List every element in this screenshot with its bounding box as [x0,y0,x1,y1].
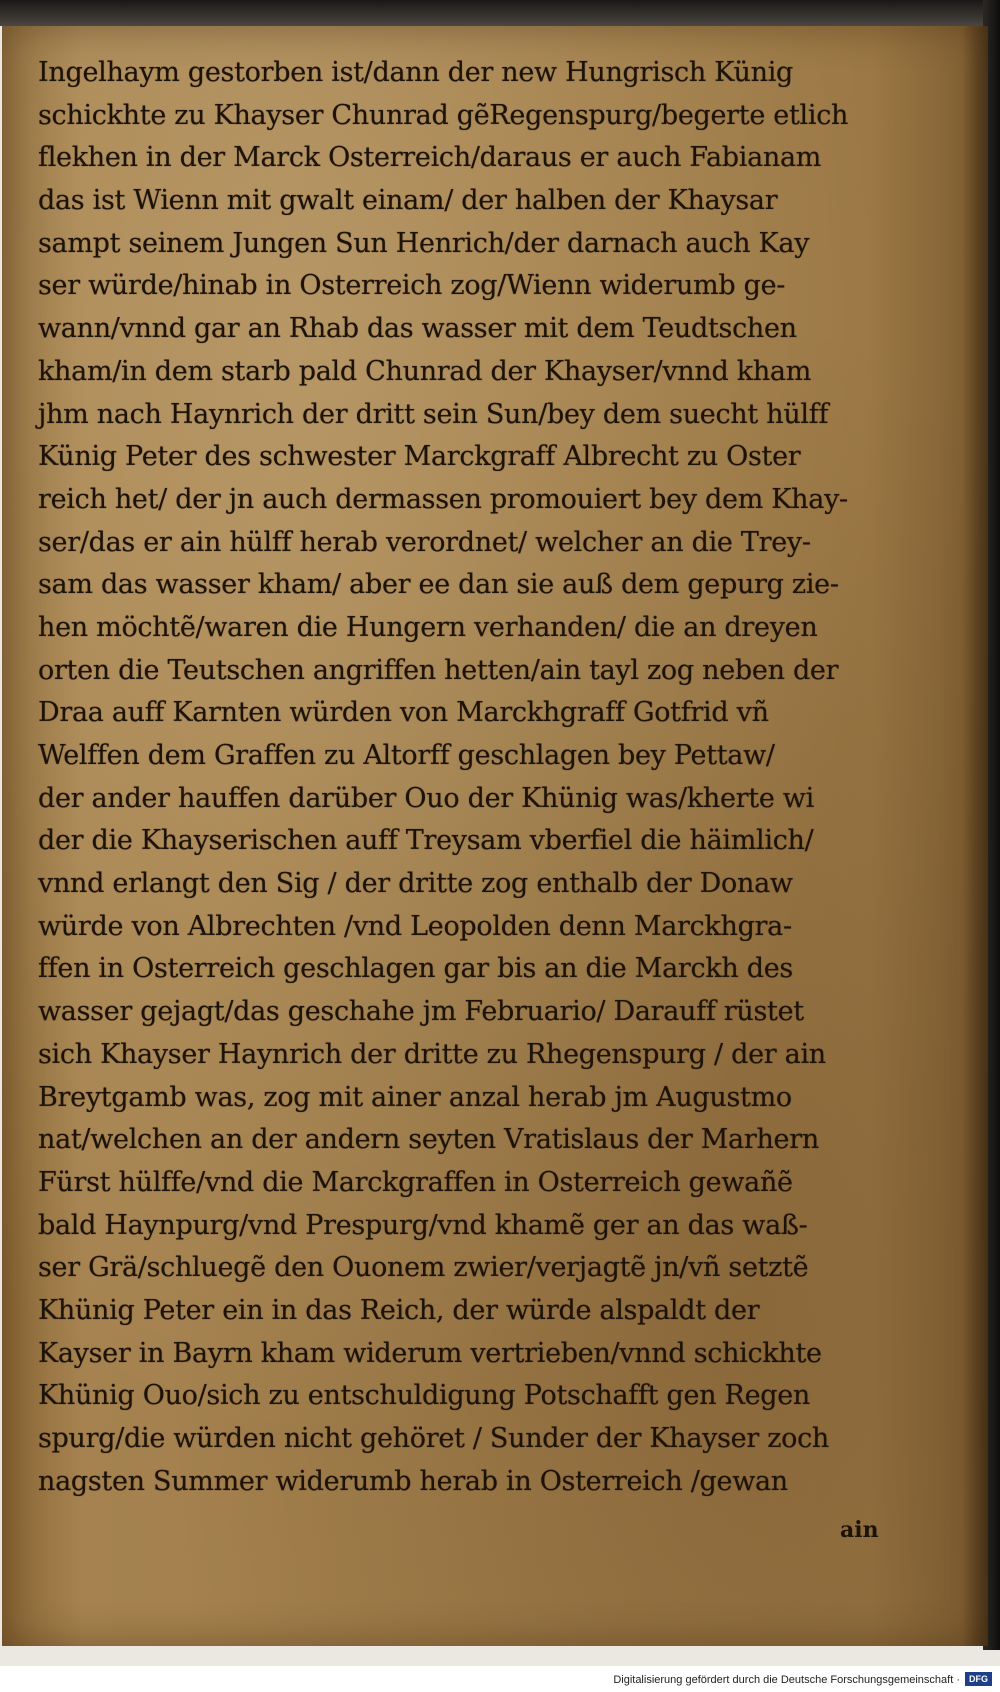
text-line: bald Haynpurg/vnd Prespurg/vnd khamẽ ger an das waß- [38,1209,808,1241]
text-line: sampt seinem Jungen Sun Henrich/der darnach auch Kay [38,227,810,259]
text-line: Welffen dem Graffen zu Altorff geschlagen bey Pettaw/ [38,740,775,771]
dfg-logo: DFG [965,1672,992,1686]
text-line: spurg/die würden nicht gehöret / Sunder der Khayser zoch [38,1423,830,1454]
page-gutter-shadow [962,26,988,1646]
text-line: ser Grä/schluegẽ den Ouonem zwier/verjagtẽ jn/vñ setztẽ [38,1252,809,1284]
text-line: Khünig Peter ein in das Reich, der würde alspaldt der [38,1294,760,1326]
text-line: sich Khayser Haynrich der dritte zu Rhegenspurg / der ain [38,1038,826,1070]
page-text [38,52,904,1503]
text-line: orten die Teutschen angriffen hetten/ain tayl zog neben der [38,654,839,686]
text-line: würde von Albrechten /vnd Leopolden denn Marckhgra- [38,910,792,942]
text-line: hen möchtẽ/waren die Hungern verhanden/ die an dreyen [38,611,818,643]
text-line: nat/welchen an der andern seyten Vratislaus der Marhern [38,1124,819,1156]
text-line: flekhen in der Marck Osterreich/daraus er auch Fabianam [38,142,822,174]
text-line: ser/das er ain hülff herab verordnet/ welcher an die Trey- [38,526,811,558]
text-line: schickhte zu Khayser Chunrad gẽRegenspurg/begerte etlich [38,99,849,131]
text-line: Fürst hülffe/vnd die Marckgraffen in Osterreich gewañẽ [38,1166,793,1198]
text-line: jhm nach Haynrich der dritt sein Sun/bey dem suecht hülff [38,398,829,430]
scanner-edge-top [0,0,1000,26]
text-line: Künig Peter des schwester Marckgraff Albrecht zu Oster [38,441,801,473]
footer-credit: Digitalisierung gefördert durch die Deutsche Forschungsgemeinschaft · [613,1674,960,1686]
text-line: Ingelhaym gestorben ist/dann der new Hungrisch Künig [38,57,794,88]
text-line: Draa auff Karnten würden von Marckhgraff Gotfrid vñ [38,697,769,729]
text-line: wann/vnnd gar an Rhab das wasser mit dem Teudtschen [38,313,797,345]
text-line: Khünig Ouo/sich zu entschuldigung Potschafft gen Regen [38,1380,811,1412]
text-line: Breytgamb was, zog mit ainer anzal herab jm Augustmo [38,1081,792,1113]
text-line: Kayser in Bayrn kham widerum vertrieben/vnnd schickhte [38,1337,822,1369]
text-line: ser würde/hinab in Osterreich zog/Wienn widerumb ge- [38,270,786,302]
text-line: kham/in dem starb pald Chunrad der Khayser/vnnd kham [38,355,812,387]
text-line: nagsten Summer widerumb herab in Osterreich /gewan [38,1465,788,1497]
text-line: ffen in Osterreich geschlagen gar bis an die Marckh des [38,953,793,985]
text-line: sam das wasser kham/ aber ee dan sie auß dem gepurg zie- [38,569,839,601]
catchword: ain [840,1517,879,1543]
text-line: das ist Wienn mit gwalt einam/ der halben der Khaysar [38,185,778,217]
text-line: reich het/ der jn auch dermassen promouiert bey dem Khay- [38,483,848,515]
text-line: der ander hauffen darüber Ouo der Khünig was/kherte wi [38,782,814,814]
text-line: wasser gejagt/das geschahe jm Februario/ Darauff rüstet [38,996,804,1028]
text-line: der die Khayserischen auff Treysam vberfiel die häimlich/ [38,825,814,857]
text-line: vnnd erlangt den Sig / der dritte zog enthalb der Donaw [38,868,793,900]
